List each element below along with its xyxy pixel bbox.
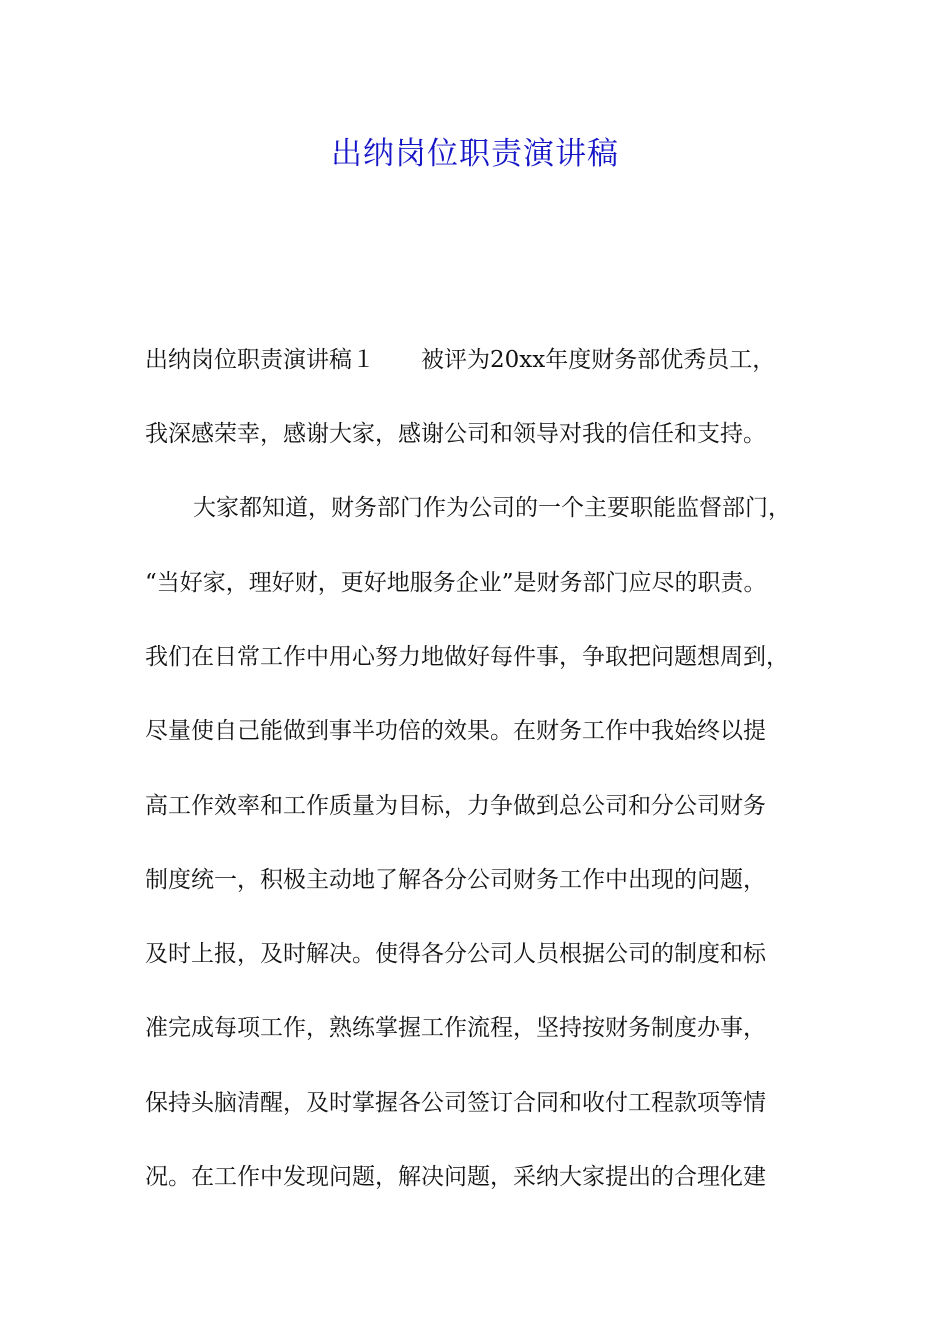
body-line-8: 制度统一，积极主动地了解各分公司财务工作中出现的问题， bbox=[145, 867, 766, 893]
body-line-12: 况。在工作中发现问题，解决问题，采纳大家提出的合理化建 bbox=[145, 1164, 766, 1190]
document-title: 出纳岗位职责演讲稿 bbox=[331, 136, 619, 172]
section-heading: 出纳岗位职责演讲稿１ bbox=[145, 347, 375, 373]
body-line-10: 准完成每项工作，熟练掌握工作流程，坚持按财务制度办事， bbox=[145, 1015, 766, 1041]
body-line-2: 我深感荣幸，感谢大家，感谢公司和领导对我的信任和支持。 bbox=[145, 421, 766, 447]
body-line-3: 大家都知道，财务部门作为公司的一个主要职能监督部门， bbox=[193, 495, 791, 521]
body-line-6: 尽量使自己能做到事半功倍的效果。在财务工作中我始终以提 bbox=[145, 718, 766, 744]
body-line-1-text: 被评为20xx年度财务部优秀员工， bbox=[421, 347, 776, 373]
body-line-11: 保持头脑清醒，及时掌握各公司签订合同和收付工程款项等情 bbox=[145, 1090, 766, 1116]
body-line-7: 高工作效率和工作质量为目标，力争做到总公司和分公司财务 bbox=[145, 793, 766, 819]
body-line-5: 我们在日常工作中用心努力地做好每件事，争取把问题想周到， bbox=[145, 644, 789, 670]
body-line-4: “当好家，理好财，更好地服务企业”是财务部门应尽的职责。 bbox=[145, 570, 767, 596]
body-line-1 bbox=[145, 345, 775, 375]
body-line-9: 及时上报，及时解决。使得各分公司人员根据公司的制度和标 bbox=[145, 941, 766, 967]
